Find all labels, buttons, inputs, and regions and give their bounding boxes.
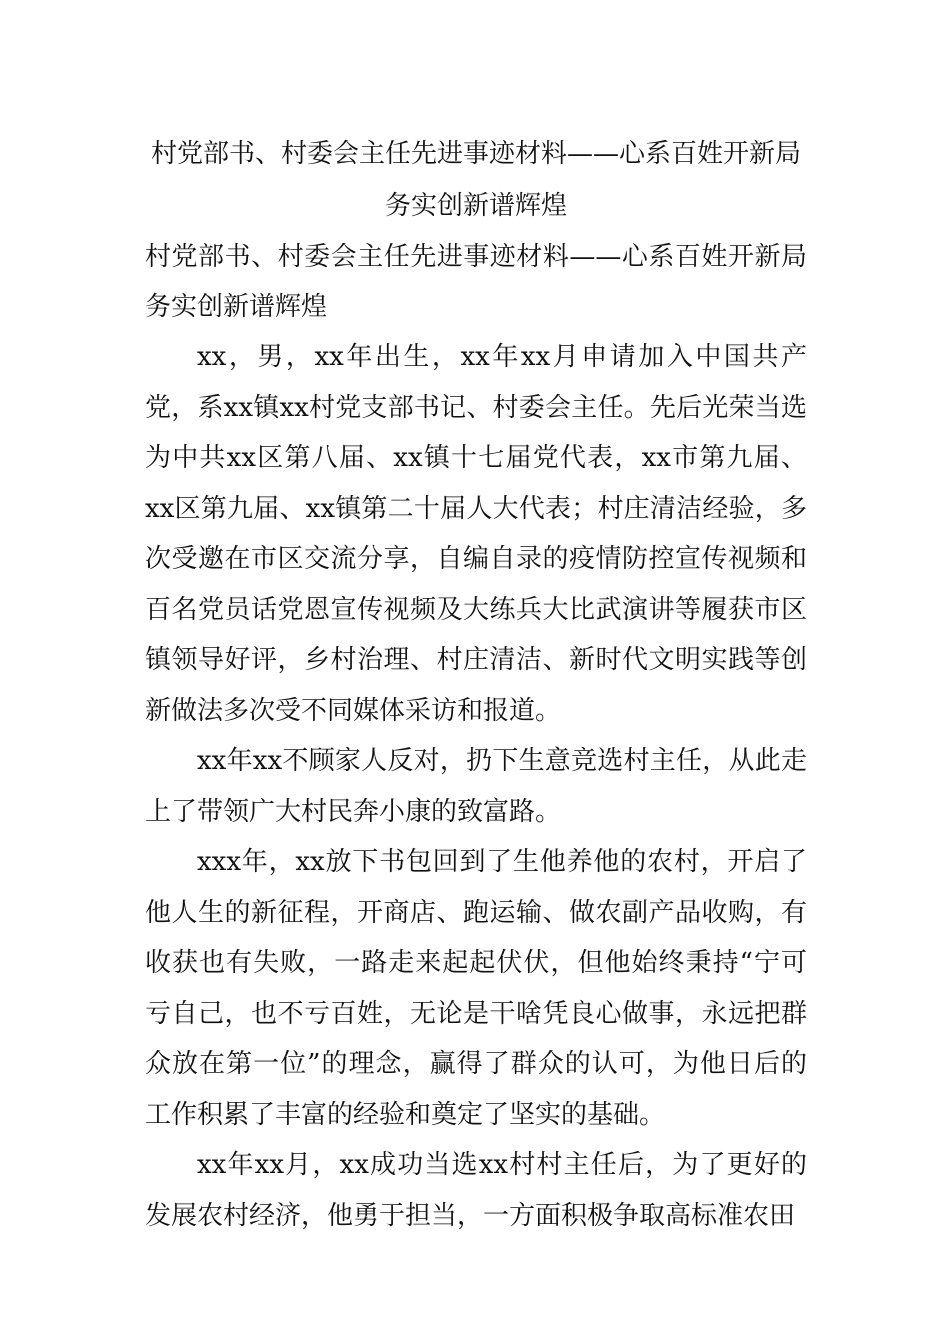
paragraph-1: xx，男，xx年出生，xx年xx月申请加入中国共产党，系xx镇xx村党支部书记、村委会主任。先后光荣当选为中共xx区第八届、xx镇十七届党代表，xx市第九届、xx区第九届、xx镇第二十届人大代表；村庄清洁经验，多次受邀在市区交流分享，自编自录的疫情防控宣传视频和百名党员话党恩宣传视频及大练兵大比武演讲等履获市区镇领导好评，乡村治理、村庄清洁、新时代文明实践等创新做法多次受不同媒体采访和报道。 [145,342,807,726]
paragraph-4: xx年xx月，xx成功当选xx村村主任后，为了更好的发展农村经济，他勇于担当，一方面积极争取高标准农田 [145,1150,807,1231]
paragraph-2: xx年xx不顾家人反对，扔下生意竞选村主任，从此走上了带领广大村民奔小康的致富路。 [145,746,807,827]
document-subheading: 村党部书、村委会主任先进事迹材料——心系百姓开新局务实创新谱辉煌 [145,242,807,322]
paragraph-3: xxx年，xx放下书包回到了生他养他的农村，开启了他人生的新征程，开商店、跑运输、做农副产品收购，有收获也有失败，一路走来起起伏伏，但他始终秉持“宁可亏自己，也不亏百姓，无论是干啥凭良心做事，永远把群众放在第一位”的理念，赢得了群众的认可，为他日后的工作积累了丰富的经验和奠定了坚实的基础。 [145,847,807,1130]
title-line-1: 村党部书、村委会主任先进事迹材料——心系百姓开新局 [150,139,801,169]
title-line-2: 务实创新谱辉煌 [384,191,567,221]
document-page [145,128,807,1241]
document-title [145,128,807,232]
